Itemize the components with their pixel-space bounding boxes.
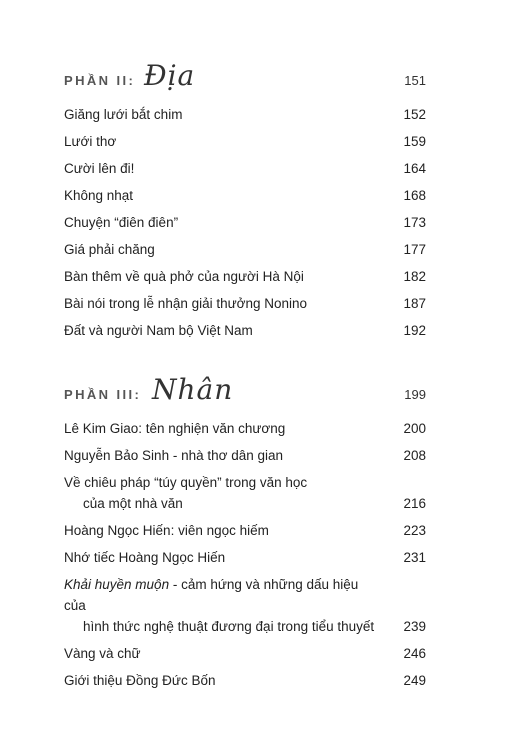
entry-page: 152 bbox=[403, 107, 426, 122]
toc-entry[interactable] bbox=[64, 472, 426, 514]
toc-entry[interactable] bbox=[64, 520, 426, 541]
entry-page: 168 bbox=[403, 188, 426, 203]
entry-title: Lưới thơ bbox=[64, 134, 117, 149]
section-title: Địa bbox=[144, 59, 196, 92]
entry-title: - cảm hứng và những dấu hiệu của bbox=[64, 577, 359, 613]
entry-title: Bài nói trong lễ nhận giải thưởng Nonino bbox=[64, 296, 308, 311]
entry-page: 249 bbox=[403, 673, 426, 688]
entry-title: Vàng và chữ bbox=[64, 646, 141, 661]
entry-page: 173 bbox=[403, 215, 426, 230]
toc-entry[interactable] bbox=[64, 643, 426, 664]
toc-entry[interactable] bbox=[64, 185, 426, 206]
toc-entry[interactable] bbox=[64, 239, 426, 260]
toc-entry[interactable] bbox=[64, 574, 426, 637]
entry-title-wrap bbox=[64, 574, 426, 616]
toc-entry[interactable] bbox=[64, 266, 426, 287]
entry-title-italic: Khải huyền muộn bbox=[64, 577, 170, 592]
entry-page: 208 bbox=[403, 448, 426, 463]
entry-title-continued: hình thức nghệ thuật đương đại trong tiểu thuyết bbox=[83, 619, 375, 634]
entry-page: 231 bbox=[403, 550, 426, 565]
toc-list bbox=[64, 418, 426, 691]
entry-page: 200 bbox=[403, 421, 426, 436]
section-nhan bbox=[64, 372, 426, 697]
section-label: PHẦN III: bbox=[64, 387, 142, 402]
section-page-number: 199 bbox=[404, 387, 426, 402]
toc-entry[interactable] bbox=[64, 320, 426, 341]
entry-page: 187 bbox=[403, 296, 426, 311]
entry-page: 223 bbox=[403, 523, 426, 538]
toc-entry[interactable] bbox=[64, 670, 426, 691]
entry-page: 216 bbox=[403, 496, 426, 511]
entry-title-continued: của một nhà văn bbox=[83, 496, 183, 511]
entry-page: 246 bbox=[403, 646, 426, 661]
section-label: PHẦN II: bbox=[64, 73, 136, 88]
entry-title: Chuyện “điên điên” bbox=[64, 215, 179, 230]
entry-title: Lê Kim Giao: tên nghiện văn chương bbox=[64, 421, 286, 436]
toc-entry[interactable] bbox=[64, 418, 426, 439]
section-title: Nhân bbox=[152, 373, 234, 406]
entry-title: Về chiêu pháp “túy quyền” trong văn học bbox=[64, 475, 308, 490]
toc-entry[interactable] bbox=[64, 293, 426, 314]
toc-entry[interactable] bbox=[64, 212, 426, 233]
toc-entry[interactable] bbox=[64, 131, 426, 152]
toc-list bbox=[64, 104, 426, 341]
toc-entry[interactable] bbox=[64, 158, 426, 179]
entry-title: Không nhạt bbox=[64, 188, 134, 203]
section-dia bbox=[64, 58, 426, 347]
entry-title: Đất và người Nam bộ Việt Nam bbox=[64, 323, 253, 338]
entry-page: 192 bbox=[403, 323, 426, 338]
entry-title: Bàn thêm về quà phở của người Hà Nội bbox=[64, 269, 304, 284]
toc-entry[interactable] bbox=[64, 104, 426, 125]
entry-page: 239 bbox=[403, 619, 426, 634]
toc-entry[interactable] bbox=[64, 445, 426, 466]
entry-title: Giá phải chăng bbox=[64, 242, 155, 257]
entry-page: 177 bbox=[403, 242, 426, 257]
entry-title: Nguyễn Bảo Sinh - nhà thơ dân gian bbox=[64, 448, 284, 463]
section-heading bbox=[64, 372, 426, 406]
entry-page: 164 bbox=[403, 161, 426, 176]
entry-title: Giăng lưới bắt chim bbox=[64, 107, 183, 122]
toc-entry[interactable] bbox=[64, 547, 426, 568]
entry-title: Nhớ tiếc Hoàng Ngọc Hiến bbox=[64, 550, 226, 565]
entry-title: Hoàng Ngọc Hiến: viên ngọc hiếm bbox=[64, 523, 269, 538]
entry-title: Cười lên đi! bbox=[64, 161, 135, 176]
section-page-number: 151 bbox=[404, 73, 426, 88]
entry-page: 159 bbox=[403, 134, 426, 149]
section-heading bbox=[64, 58, 426, 92]
entry-title: Giới thiệu Đồng Đức Bốn bbox=[64, 673, 216, 688]
entry-page: 182 bbox=[403, 269, 426, 284]
